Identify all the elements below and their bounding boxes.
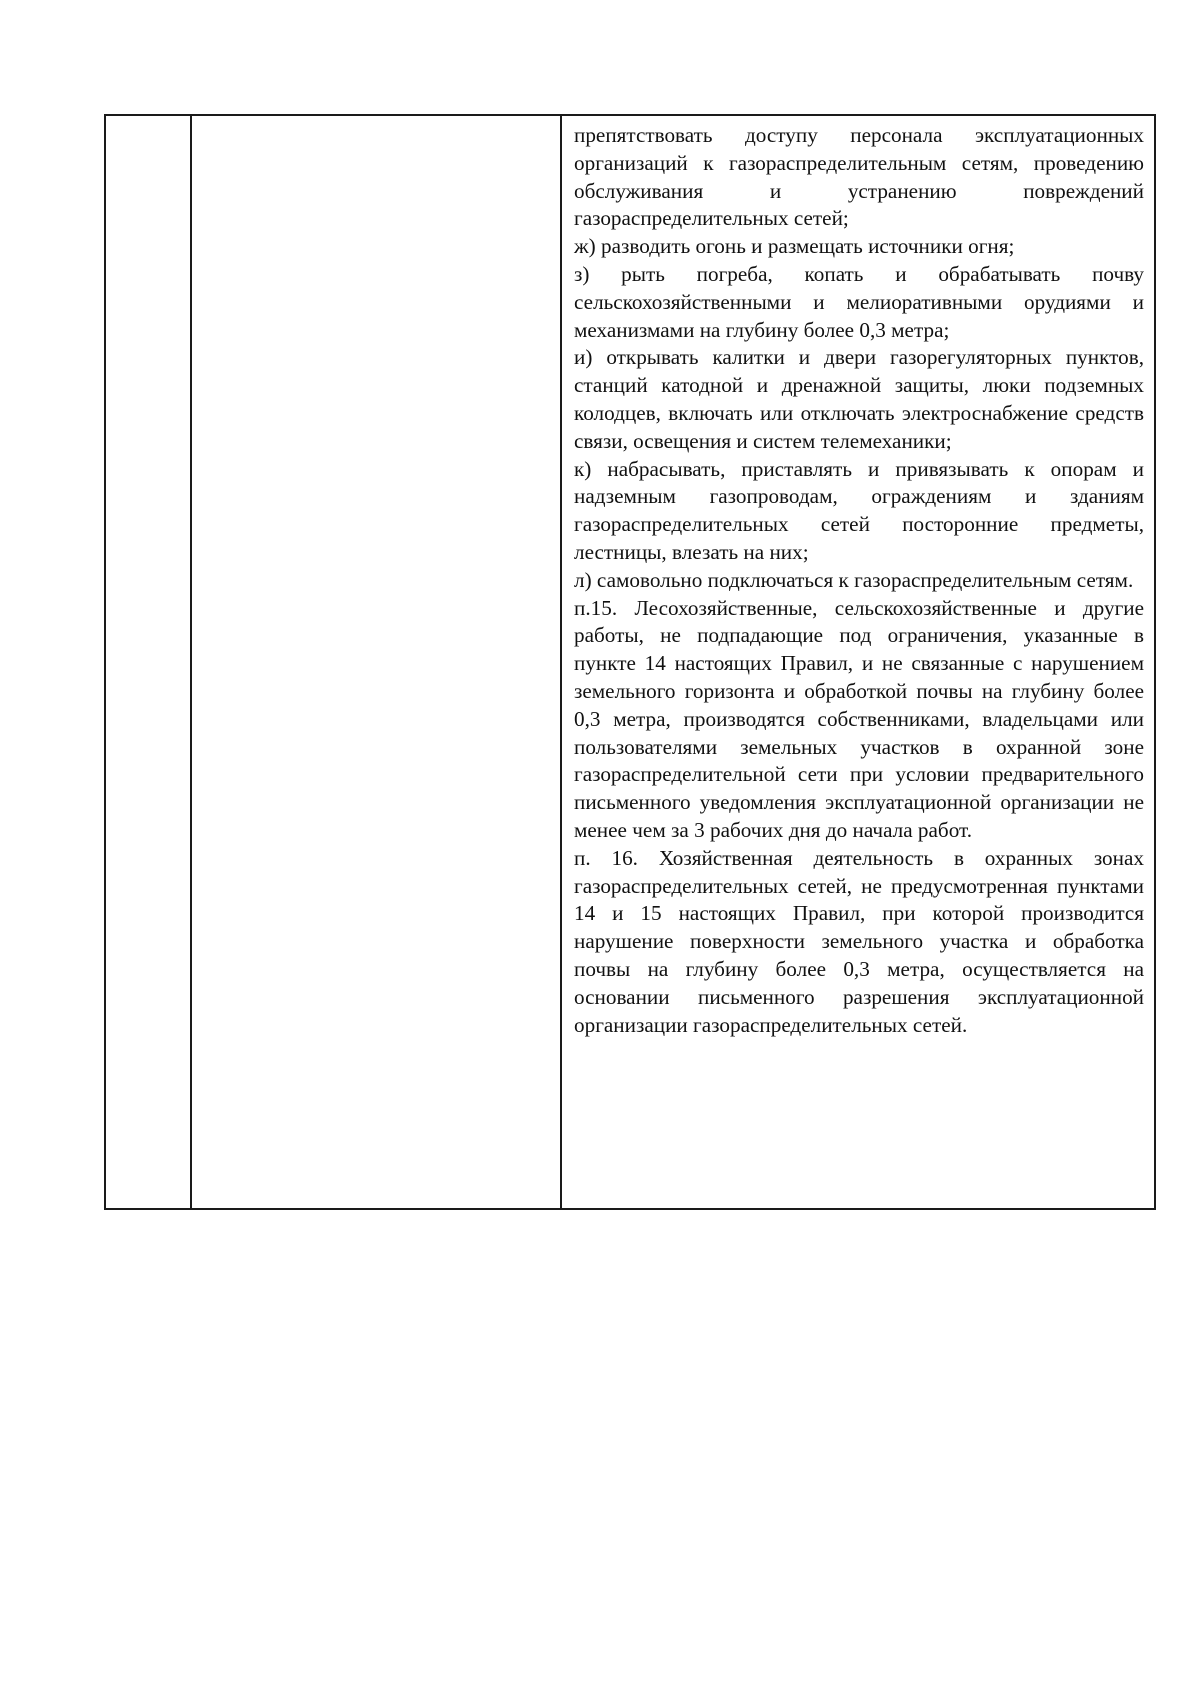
table-row: [105, 115, 1155, 1209]
paragraph-item-z: з) рыть погреба, копать и обрабатывать почву сельскохозяйственными и мелиоративными орудиями и механизмами на глубину более 0,3 метра;: [574, 261, 1144, 342]
paragraph-continuation: препятствовать доступу персонала эксплуатационных организаций к газораспределительным сетям, проведению обслуживания и устранению повреждений газораспределительных сетей;: [574, 123, 1144, 231]
cell-content-text: [562, 116, 1154, 1045]
table-cell-content: [561, 115, 1155, 1209]
paragraph-item-zh: ж) разводить огонь и размещать источники огня;: [574, 234, 1015, 259]
paragraph-item-i: и) открывать калитки и двери газорегуляторных пунктов, станций катодной и дренажной защиты, люки подземных колодцев, включать или отключать электроснабжение средств связи, освещения и систем телемеханики;: [574, 345, 1144, 453]
paragraph-item-l: л) самовольно подключаться к газораспределительным сетям.: [574, 567, 1134, 592]
table-cell-title: [191, 115, 561, 1209]
paragraph-item-k: к) набрасывать, приставлять и привязывать к опорам и надземным газопроводам, ограждениям и зданиям газораспределительных сетей посторонние предметы, лестницы, влезать на них;: [574, 456, 1144, 564]
paragraph-clause-15: п.15. Лесохозяйственные, сельскохозяйственные и другие работы, не подпадающие под ограничения, указанные в пункте 14 настоящих Правил, и не связанные с нарушением земельного горизонта и обработкой почвы на глубину более 0,3 метра, производятся собственниками, владельцами или пользователями земельных участков в охранной зоне газораспределительной сети при условии предварительного письменного уведомления эксплуатационной организации не менее чем за 3 рабочих дня до начала работ.: [574, 595, 1144, 842]
paragraph-clause-16: п. 16. Хозяйственная деятельность в охранных зонах газораспределительных сетей, не предусмотренная пунктами 14 и 15 настоящих Правил, при которой производится нарушение поверхности земельного участка и обработка почвы на глубину более 0,3 метра, осуществляется на основании письменного разрешения эксплуатационной организации газораспределительных сетей.: [574, 845, 1144, 1037]
table-cell-number: [105, 115, 191, 1209]
document-table: [104, 114, 1156, 1210]
